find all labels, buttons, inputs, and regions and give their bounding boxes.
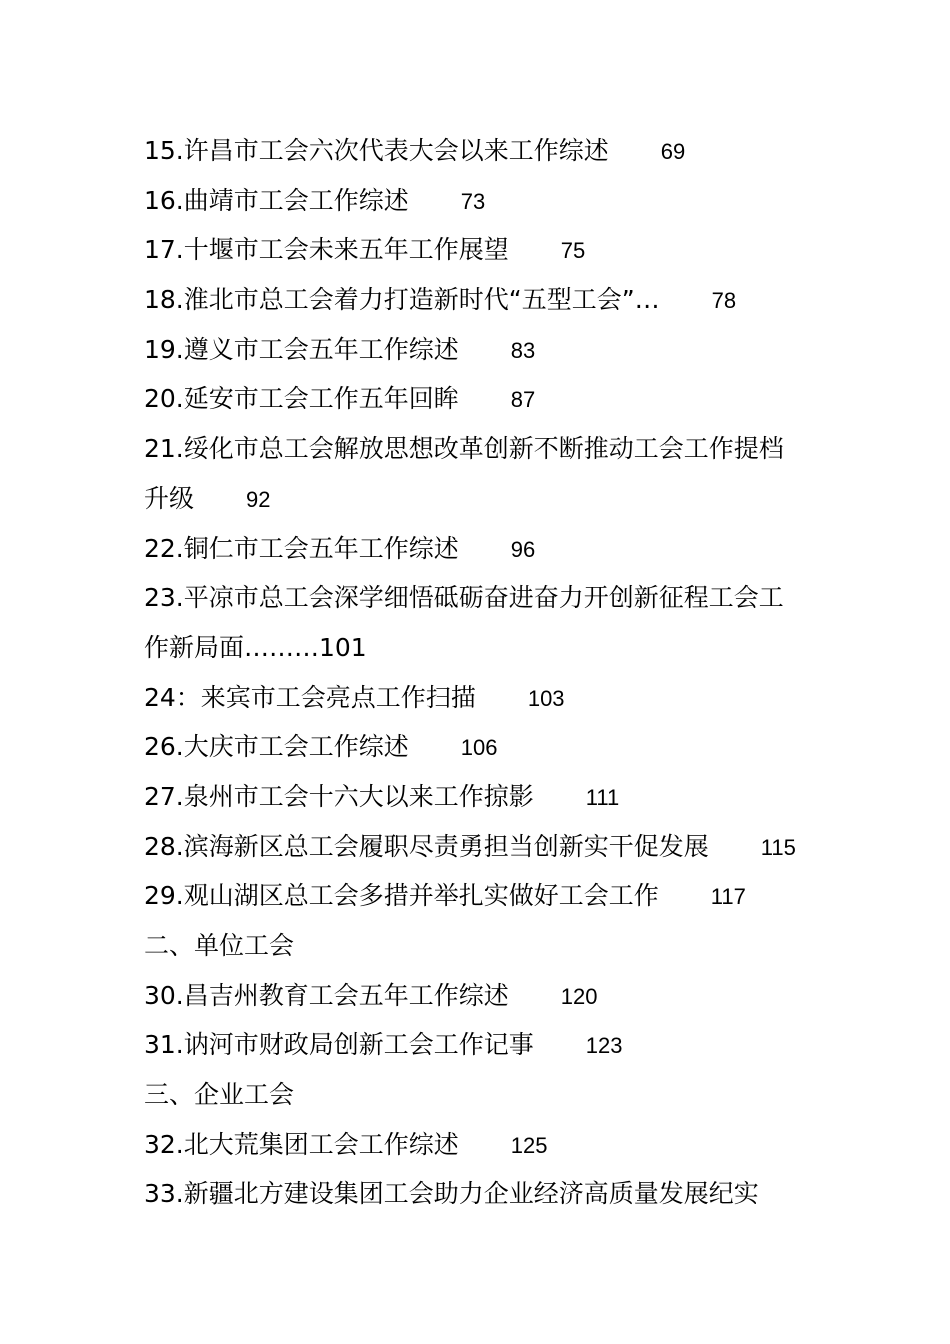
toc-entry-19 — [144, 325, 814, 375]
toc-title: 18.淮北市总工会着力打造新时代“五型工会”… — [144, 285, 660, 315]
toc-entry-20 — [144, 374, 814, 424]
toc-section-heading — [144, 921, 814, 971]
toc-entry-33 — [144, 1169, 814, 1219]
toc-entry-17 — [144, 225, 814, 275]
toc-page-number: 75 — [560, 238, 586, 264]
toc-page-number: 87 — [510, 387, 536, 413]
section-title: 二、单位工会 — [144, 931, 295, 960]
toc-page-number: 83 — [510, 337, 536, 363]
toc-entry-23 — [144, 573, 814, 623]
section-title: 三、企业工会 — [144, 1080, 295, 1110]
toc-page-number: 120 — [560, 983, 598, 1009]
toc-page-number: 117 — [710, 884, 746, 910]
toc-entry-27 — [144, 772, 814, 822]
toc-title: 16.曲靖市工会工作综述 — [144, 185, 409, 215]
toc-title: 33.新疆北方建设集团工会助力企业经济高质量发展纪实 — [144, 1179, 759, 1209]
toc-entry-29 — [144, 871, 814, 921]
toc-title: 24：来宾市工会亮点工作扫描 — [144, 682, 476, 712]
toc-entry-21 — [144, 424, 814, 474]
toc-page-number: 106 — [460, 735, 498, 761]
toc-entry-32 — [144, 1120, 814, 1170]
toc-title: 22.铜仁市工会五年工作综述 — [144, 533, 459, 563]
toc-entry-16 — [144, 176, 814, 226]
toc-title: 26.大庆市工会工作综述 — [144, 732, 409, 762]
toc-entry-23-continued — [144, 623, 814, 673]
toc-page-number: 111 — [585, 784, 620, 810]
table-of-contents — [144, 126, 814, 1219]
toc-page-number: 73 — [460, 188, 486, 214]
toc-title: 29.观山湖区总工会多措并举扎实做好工会工作 — [144, 881, 659, 911]
toc-entry-28 — [144, 822, 814, 872]
toc-title: 23.平凉市总工会深学细悟砥砺奋进奋力开创新征程工会工 — [144, 583, 784, 613]
toc-title: 32.北大荒集团工会工作综述 — [144, 1129, 459, 1159]
toc-section-heading — [144, 1070, 814, 1120]
toc-entry-21-continued — [144, 474, 814, 524]
toc-title: 19.遵义市工会五年工作综述 — [144, 334, 459, 364]
toc-title: 升级 — [144, 483, 195, 513]
toc-entry-31 — [144, 1020, 814, 1070]
toc-page-number: 115 — [760, 834, 796, 860]
toc-title: 20.延安市工会工作五年回眸 — [144, 384, 459, 414]
toc-title: 30.昌吉州教育工会五年工作综述 — [144, 980, 509, 1010]
toc-entry-18 — [144, 275, 814, 325]
toc-entry-26 — [144, 722, 814, 772]
toc-page-number: 78 — [711, 288, 737, 314]
toc-entry-15 — [144, 126, 814, 176]
toc-title: 作新局面………101 — [144, 632, 367, 662]
toc-title: 31.讷河市财政局创新工会工作记事 — [144, 1030, 534, 1060]
toc-page-number: 123 — [585, 1033, 623, 1059]
toc-title: 15.许昌市工会六次代表大会以来工作综述 — [144, 136, 609, 165]
toc-title: 28.滨海新区总工会履职尽责勇担当创新实干促发展 — [144, 831, 709, 861]
toc-entry-22 — [144, 524, 814, 574]
toc-title: 21.绥化市总工会解放思想改革创新不断推动工会工作提档 — [144, 434, 784, 464]
toc-page-number: 96 — [510, 536, 536, 562]
toc-page-number: 103 — [527, 685, 565, 711]
toc-page-number: 125 — [510, 1132, 548, 1158]
toc-entry-24 — [144, 673, 814, 723]
toc-entry-30 — [144, 971, 814, 1021]
toc-title: 17.十堰市工会未来五年工作展望 — [144, 235, 509, 265]
toc-page-number: 69 — [660, 139, 686, 164]
toc-page-number: 92 — [246, 486, 271, 512]
toc-title: 27.泉州市工会十六大以来工作掠影 — [144, 781, 534, 811]
